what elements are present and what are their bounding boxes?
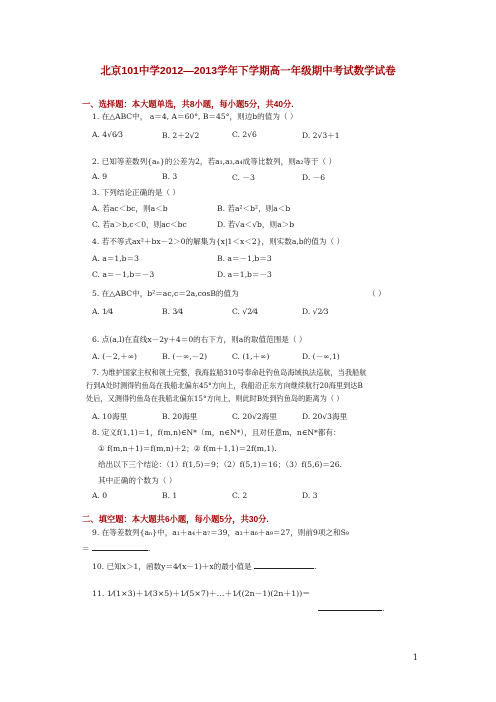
question-9-equals: ＝ (82, 544, 90, 553)
question-11-text: 11. 1⁄(1×3)＋1⁄(3×5)＋1⁄(5×7)＋…＋1⁄((2n－1)(2n＋1))＝ (92, 589, 311, 598)
question-7-line2: 行到A处时测得钓鱼岛在我船北偏东45°方向上，我船沿正东方向继续航行20海里到达B (86, 381, 363, 390)
option-b: B. 20海里 (162, 412, 198, 421)
option-c: C. 若a＞b,c＜0，则ac＜bc (92, 220, 187, 229)
option-b: B. 1 (162, 491, 178, 500)
answer-blank-11 (318, 602, 382, 611)
question-9-line2: ＝ . (82, 544, 151, 553)
option-c: C. 2 (232, 491, 248, 500)
option-c: C. 2√6 (232, 130, 257, 139)
page-number: 1 (412, 653, 418, 662)
option-a: A. (－2,＋∞) (92, 352, 137, 361)
question-8-line4: 其中正确的个数为（ ） (98, 476, 177, 485)
page-title: 北京101中学2012—2013学年下学期高一年级期中考试数学试卷 (100, 65, 396, 77)
question-8-line2: ① f(m,n＋1)＝f(m,n)＋2；② f(m＋1,1)＝2f(m,1). (98, 444, 277, 453)
section-heading-fill: 二、填空题：本大题共6小题，每小题5分，共30分. (82, 514, 269, 524)
option-c: C. √2⁄4 (232, 307, 259, 316)
question-7-line1: 7. 为维护国家主权和领土完整，我海监船310号奉命赴钓鱼岛海域执法巡航，当我船航 (92, 368, 367, 377)
option-d: D. (－∞,1) (302, 352, 340, 361)
option-d: D. －6 (302, 173, 326, 182)
question-3: 3. 下列结论正确的是（ ） (92, 188, 181, 197)
option-b: B. 若a²＜b²，则a＜b (217, 204, 291, 213)
question-8-line3: 给出以下三个结论：（1）f(1,5)＝9；（2）f(5,1)＝16；（3）f(5,6)＝26. (98, 460, 342, 469)
option-b: B. 3⁄4 (162, 307, 184, 316)
question-5-answer-paren: （ ） (368, 289, 386, 298)
option-c: C. a＝－1,b＝－3 (92, 270, 155, 279)
option-b: B. (－∞,－2) (162, 352, 208, 361)
answer-blank-10 (254, 560, 314, 569)
option-d: D. 若√a＜√b，则a＞b (217, 220, 295, 229)
question-1: 1. 在△ABC中， a＝4, A＝60°, B＝45°，则边b的值为（ ） (92, 112, 298, 121)
option-d: D. a＝1,b＝－3 (217, 270, 272, 279)
question-11-answer: . (318, 602, 384, 613)
option-b: B. 3 (162, 172, 178, 181)
answer-blank-9 (92, 542, 148, 551)
option-d: D. 20√3海里 (302, 412, 348, 421)
question-10: 10. 已知x＞1，函数y＝4⁄(x－1)＋x的最小值是 . (92, 562, 317, 571)
option-c: C. －3 (232, 173, 255, 182)
option-a: A. 1⁄4 (92, 307, 114, 316)
option-c: C. 20√2海里 (232, 412, 277, 421)
option-a: A. 若ac＜bc，则a＜b (92, 204, 168, 213)
option-a: A. 0 (92, 491, 108, 500)
option-a: A. 10海里 (92, 412, 128, 421)
section-heading-choice: 一、选择题：本大题单选，共8小题，每小题5分，共40分. (82, 99, 294, 109)
option-a: A. 4√6⁄3 (92, 130, 123, 139)
question-10-text: 10. 已知x＞1，函数y＝4⁄(x－1)＋x的最小值是 (92, 562, 252, 571)
option-b: B. 2＋2√2 (162, 131, 200, 140)
option-d: D. 2√3＋1 (302, 131, 340, 140)
option-d: D. 3 (302, 491, 318, 500)
option-c: C. (1,＋∞) (232, 352, 270, 361)
option-d: D. √2⁄3 (302, 307, 329, 316)
option-a: A. 9 (92, 172, 108, 181)
question-7-line3: 处后，又测得钓鱼岛在我船北偏东15°方向上，则此时B处到钓鱼岛的距离为（ ） (86, 394, 344, 403)
question-6: 6. 点(a,l)在直线x－2y＋4＝0的右下方，则a的取值范围是（ ） (92, 335, 307, 344)
option-a: A. a＝1,b＝3 (92, 254, 139, 263)
question-9-line1: 9. 在等差数列{aₙ}中，a₁＋a₄＋a₇＝39，a₃＋a₆＋a₉＝27，则前9项之和S₉ (92, 528, 349, 537)
question-8-line1: 8. 定义f(1,1)＝1，f(m,n)∈N*（m，n∈N*），且对任意m，n∈N*都有： (92, 428, 341, 437)
question-11 (92, 588, 310, 599)
question-5: 5. 在△ABC中，b²＝ac,c＝2a,cosB的值为 (92, 289, 239, 298)
option-b: B. a＝－1,b＝3 (217, 254, 272, 263)
question-4: 4. 若不等式ax²＋bx－2＞0的解集为{x|1＜x＜2}，则实数a,b的值为（ ） (92, 237, 345, 246)
question-2: 2. 已知等差数列{aₙ}的公差为2，若a₁,a₃,a₄成等比数列，则a₂等于（ ） (92, 157, 337, 166)
